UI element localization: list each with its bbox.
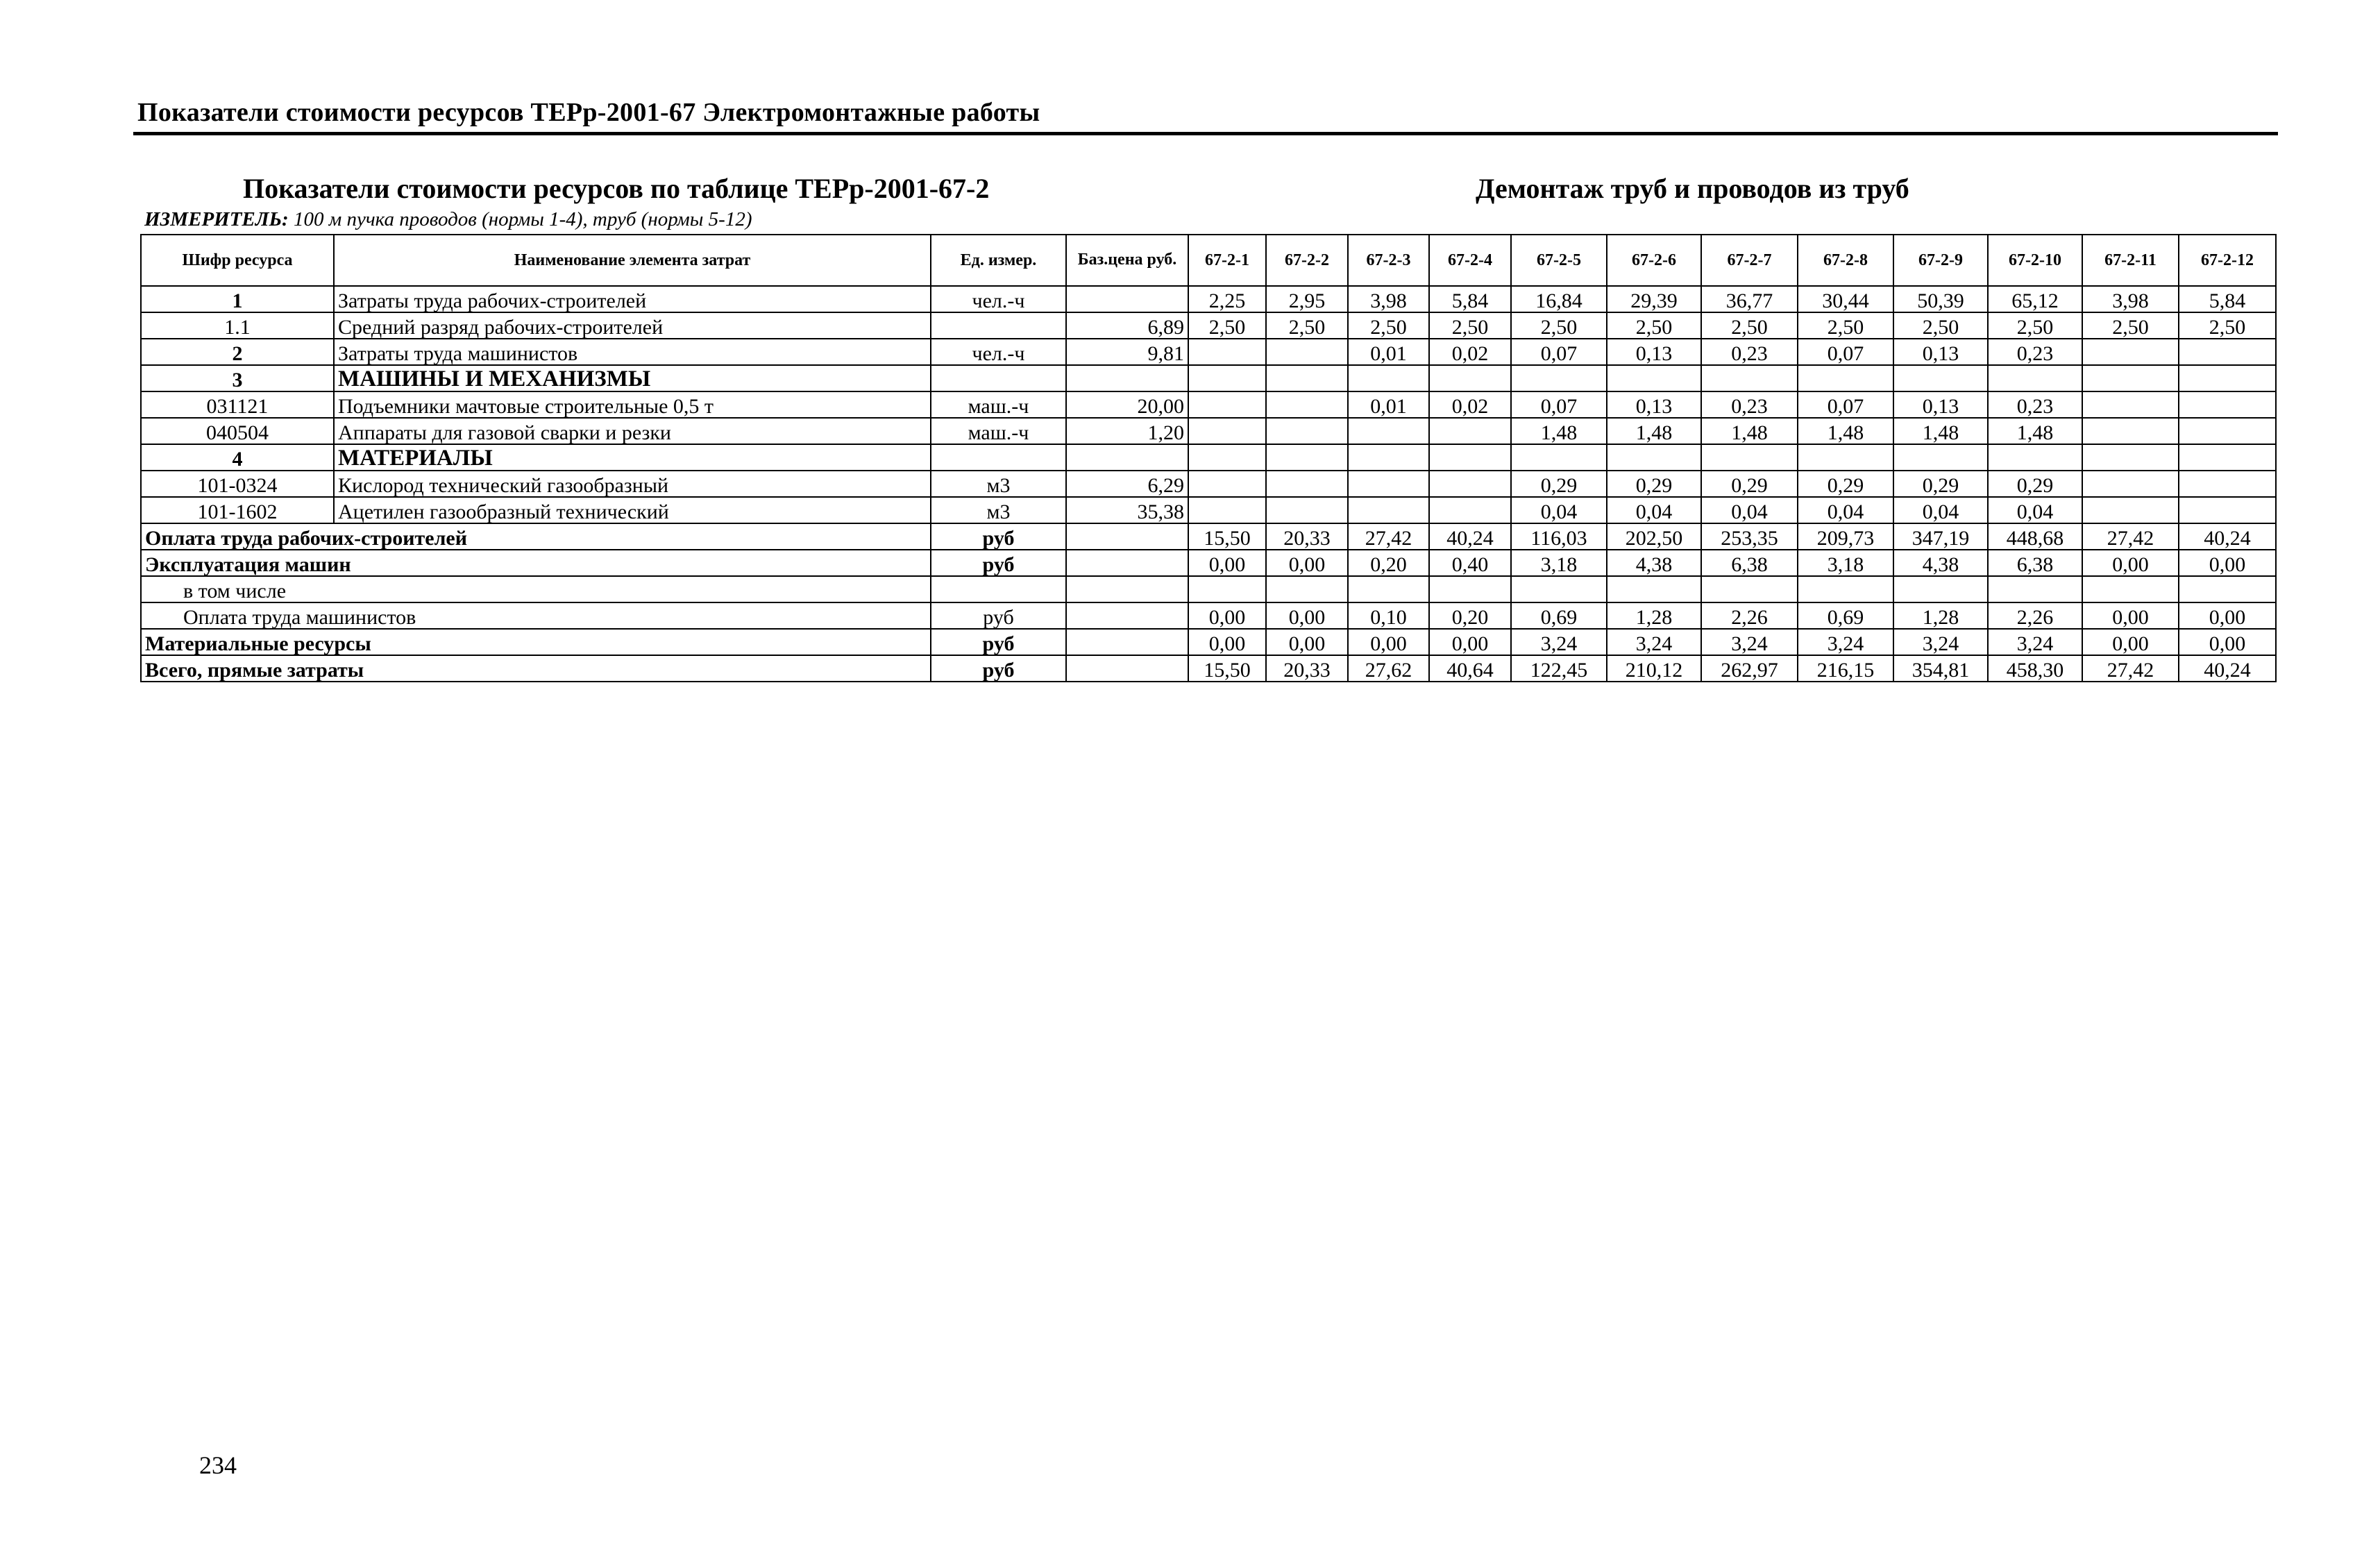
norm-value: 1,48 [1701, 418, 1798, 444]
resource-unit: м3 [931, 497, 1066, 523]
norm-value [1348, 471, 1429, 497]
norm-value: 0,07 [1798, 339, 1893, 365]
summary-value: 3,24 [1701, 629, 1798, 655]
summary-value [1798, 576, 1893, 602]
resource-name: Затраты труда рабочих-строителей [334, 286, 931, 312]
summary-base-price-empty [1066, 655, 1188, 682]
summary-value: 40,24 [1429, 523, 1511, 550]
header-norm: 67-2-4 [1429, 235, 1511, 286]
norm-value [1798, 444, 1893, 471]
summary-value: 202,50 [1607, 523, 1701, 550]
summary-value: 0,00 [1266, 629, 1348, 655]
header-norm: 67-2-8 [1798, 235, 1893, 286]
norm-value: 0,29 [1893, 471, 1988, 497]
summary-value [1348, 576, 1429, 602]
norm-value: 0,23 [1988, 391, 2082, 418]
summary-value: 116,03 [1511, 523, 1607, 550]
summary-value: 0,69 [1511, 602, 1607, 629]
norm-value [1701, 365, 1798, 391]
header-norm: 67-2-12 [2179, 235, 2276, 286]
norm-value [2082, 391, 2179, 418]
summary-base-price-empty [1066, 576, 1188, 602]
resource-name: Ацетилен газообразный технический [334, 497, 931, 523]
resource-code: 3 [141, 365, 334, 391]
summary-value: 0,00 [2082, 602, 2179, 629]
norm-value: 0,04 [1798, 497, 1893, 523]
table-body [141, 286, 2276, 682]
norm-value: 0,23 [1988, 339, 2082, 365]
summary-value: 27,42 [2082, 523, 2179, 550]
norm-value: 2,50 [1988, 312, 2082, 339]
summary-row [141, 655, 2276, 682]
norm-value: 2,50 [1701, 312, 1798, 339]
header-code: Шифр ресурса [141, 235, 334, 286]
resource-code: 2 [141, 339, 334, 365]
norm-value: 2,50 [1893, 312, 1988, 339]
header-unit: Ед. измер. [931, 235, 1066, 286]
resource-name: Аппараты для газовой сварки и резки [334, 418, 931, 444]
summary-value: 20,33 [1266, 655, 1348, 682]
norm-value [1348, 418, 1429, 444]
norm-value [1429, 444, 1511, 471]
summary-unit: руб [931, 629, 1066, 655]
summary-value: 2,26 [1701, 602, 1798, 629]
norm-value [2082, 418, 2179, 444]
resource-name: Кислород технический газообразный [334, 471, 931, 497]
summary-value: 0,69 [1798, 602, 1893, 629]
norm-value: 0,13 [1607, 391, 1701, 418]
header-norm: 67-2-6 [1607, 235, 1701, 286]
summary-value: 0,00 [1266, 550, 1348, 576]
norm-value [1988, 365, 2082, 391]
norm-value: 0,07 [1511, 391, 1607, 418]
norm-value: 50,39 [1893, 286, 1988, 312]
norm-value: 0,04 [1607, 497, 1701, 523]
norm-value: 0,29 [1511, 471, 1607, 497]
resource-unit [931, 444, 1066, 471]
norm-value [1266, 365, 1348, 391]
summary-value: 40,24 [2179, 655, 2276, 682]
measurer-text: 100 м пучка проводов (нормы 1-4), труб (нормы 5-12) [288, 208, 752, 230]
resource-code: 040504 [141, 418, 334, 444]
summary-value [1511, 576, 1607, 602]
norm-value: 0,13 [1607, 339, 1701, 365]
summary-row [141, 576, 2276, 602]
resource-name: Подъемники мачтовые строительные 0,5 т [334, 391, 931, 418]
page-header-title: Показатели стоимости ресурсов ТЕРр-2001-67 Электромонтажные работы [137, 98, 1040, 127]
header-norm: 67-2-2 [1266, 235, 1348, 286]
resource-code: 1 [141, 286, 334, 312]
norm-value [1511, 444, 1607, 471]
norm-value: 3,98 [2082, 286, 2179, 312]
summary-value [2082, 576, 2179, 602]
norm-value [1607, 365, 1701, 391]
norm-value: 0,02 [1429, 391, 1511, 418]
page-number: 234 [199, 1451, 237, 1479]
resource-name: Средний разряд рабочих-строителей [334, 312, 931, 339]
norm-value [1188, 497, 1266, 523]
section-title: Демонтаж труб и проводов из труб [1476, 173, 1909, 204]
resource-row [141, 444, 2276, 471]
measurer-label: ИЗМЕРИТЕЛЬ: [144, 208, 289, 230]
resource-row [141, 312, 2276, 339]
norm-value [1188, 339, 1266, 365]
summary-value: 448,68 [1988, 523, 2082, 550]
norm-value [2179, 497, 2276, 523]
norm-value [2082, 471, 2179, 497]
summary-base-price-empty [1066, 550, 1188, 576]
summary-unit: руб [931, 602, 1066, 629]
summary-value: 0,10 [1348, 602, 1429, 629]
resource-row [141, 339, 2276, 365]
summary-value: 0,40 [1429, 550, 1511, 576]
norm-value [1429, 365, 1511, 391]
norm-value: 0,23 [1701, 391, 1798, 418]
norm-value [1429, 497, 1511, 523]
summary-value: 0,00 [1429, 629, 1511, 655]
norm-value: 3,98 [1348, 286, 1429, 312]
resource-code: 101-1602 [141, 497, 334, 523]
norm-value [1511, 365, 1607, 391]
norm-value [2179, 444, 2276, 471]
table-header-row [141, 235, 2276, 286]
summary-value: 0,00 [2082, 629, 2179, 655]
summary-value: 354,81 [1893, 655, 1988, 682]
summary-value: 210,12 [1607, 655, 1701, 682]
norm-value [1348, 497, 1429, 523]
resource-name: МАТЕРИАЛЫ [334, 444, 931, 471]
norm-value: 0,02 [1429, 339, 1511, 365]
summary-unit: руб [931, 523, 1066, 550]
resource-unit: м3 [931, 471, 1066, 497]
norm-value [2082, 365, 2179, 391]
norm-value [1429, 471, 1511, 497]
summary-base-price-empty [1066, 523, 1188, 550]
norm-value [1893, 444, 1988, 471]
resource-row [141, 418, 2276, 444]
summary-value: 3,18 [1798, 550, 1893, 576]
resource-base-price: 6,29 [1066, 471, 1188, 497]
summary-value: 27,42 [2082, 655, 2179, 682]
measurer-line [144, 208, 752, 231]
norm-value: 30,44 [1798, 286, 1893, 312]
summary-value: 2,26 [1988, 602, 2082, 629]
norm-value [1266, 391, 1348, 418]
norm-value [1701, 444, 1798, 471]
norm-value [2082, 497, 2179, 523]
summary-value: 0,20 [1348, 550, 1429, 576]
summary-value: 27,42 [1348, 523, 1429, 550]
norm-value: 0,23 [1701, 339, 1798, 365]
resource-cost-table [140, 234, 2277, 682]
resource-base-price: 6,89 [1066, 312, 1188, 339]
norm-value [1266, 471, 1348, 497]
summary-value: 0,00 [1348, 629, 1429, 655]
summary-value [1607, 576, 1701, 602]
summary-name: Эксплуатация машин [141, 550, 931, 576]
header-price: Баз.цена руб. [1066, 235, 1188, 286]
norm-value [2179, 339, 2276, 365]
resource-name: МАШИНЫ И МЕХАНИЗМЫ [334, 365, 931, 391]
norm-value [2082, 339, 2179, 365]
header-norm: 67-2-10 [1988, 235, 2082, 286]
resource-base-price: 1,20 [1066, 418, 1188, 444]
norm-value [2179, 365, 2276, 391]
summary-value: 458,30 [1988, 655, 2082, 682]
summary-value [1701, 576, 1798, 602]
resource-unit [931, 365, 1066, 391]
norm-value [1348, 365, 1429, 391]
resource-unit: чел.-ч [931, 339, 1066, 365]
summary-value: 40,64 [1429, 655, 1511, 682]
resource-unit [931, 312, 1066, 339]
norm-value [1188, 365, 1266, 391]
header-norm: 67-2-11 [2082, 235, 2179, 286]
summary-value: 0,00 [1188, 629, 1266, 655]
norm-value: 0,29 [1607, 471, 1701, 497]
summary-value: 216,15 [1798, 655, 1893, 682]
norm-value: 1,48 [1893, 418, 1988, 444]
summary-row [141, 523, 2276, 550]
norm-value [1429, 418, 1511, 444]
summary-row [141, 602, 2276, 629]
summary-base-price-empty [1066, 602, 1188, 629]
norm-value: 16,84 [1511, 286, 1607, 312]
header-norm: 67-2-3 [1348, 235, 1429, 286]
resource-base-price [1066, 365, 1188, 391]
summary-value: 20,33 [1266, 523, 1348, 550]
summary-value: 0,00 [1188, 550, 1266, 576]
summary-unit [931, 576, 1066, 602]
norm-value: 2,50 [1429, 312, 1511, 339]
resource-base-price: 9,81 [1066, 339, 1188, 365]
summary-value: 6,38 [1988, 550, 2082, 576]
norm-value [1988, 444, 2082, 471]
norm-value [1893, 365, 1988, 391]
norm-value: 0,13 [1893, 391, 1988, 418]
summary-value: 6,38 [1701, 550, 1798, 576]
resource-row [141, 286, 2276, 312]
summary-row [141, 629, 2276, 655]
norm-value [1607, 444, 1701, 471]
resource-row [141, 365, 2276, 391]
summary-value: 3,24 [1607, 629, 1701, 655]
norm-value: 0,07 [1798, 391, 1893, 418]
norm-value: 0,29 [1701, 471, 1798, 497]
summary-value: 0,20 [1429, 602, 1511, 629]
norm-value: 2,50 [1607, 312, 1701, 339]
summary-row [141, 550, 2276, 576]
norm-value: 2,25 [1188, 286, 1266, 312]
resource-unit: маш.-ч [931, 391, 1066, 418]
norm-value: 0,01 [1348, 339, 1429, 365]
norm-value [1188, 471, 1266, 497]
norm-value [1266, 339, 1348, 365]
resource-code: 031121 [141, 391, 334, 418]
norm-value [1266, 444, 1348, 471]
norm-value: 1,48 [1607, 418, 1701, 444]
resource-base-price: 20,00 [1066, 391, 1188, 418]
summary-value: 209,73 [1798, 523, 1893, 550]
summary-value: 0,00 [1188, 602, 1266, 629]
summary-value [2179, 576, 2276, 602]
summary-value: 1,28 [1893, 602, 1988, 629]
norm-value: 36,77 [1701, 286, 1798, 312]
norm-value [2179, 471, 2276, 497]
summary-name: Всего, прямые затраты [141, 655, 931, 682]
norm-value: 1,48 [1511, 418, 1607, 444]
summary-value: 15,50 [1188, 655, 1266, 682]
header-norm: 67-2-9 [1893, 235, 1988, 286]
summary-value: 1,28 [1607, 602, 1701, 629]
header-norm: 67-2-5 [1511, 235, 1607, 286]
summary-base-price-empty [1066, 629, 1188, 655]
summary-value [1188, 576, 1266, 602]
summary-value: 0,00 [2179, 629, 2276, 655]
summary-unit: руб [931, 550, 1066, 576]
summary-value: 40,24 [2179, 523, 2276, 550]
resource-base-price: 35,38 [1066, 497, 1188, 523]
summary-value: 27,62 [1348, 655, 1429, 682]
resource-row [141, 391, 2276, 418]
summary-value: 15,50 [1188, 523, 1266, 550]
norm-value: 2,50 [2179, 312, 2276, 339]
resource-unit: чел.-ч [931, 286, 1066, 312]
norm-value: 2,50 [1798, 312, 1893, 339]
norm-value: 2,50 [1511, 312, 1607, 339]
summary-value: 4,38 [1893, 550, 1988, 576]
norm-value: 0,04 [1893, 497, 1988, 523]
summary-value: 4,38 [1607, 550, 1701, 576]
norm-value [1798, 365, 1893, 391]
resource-row [141, 497, 2276, 523]
resource-name: Затраты труда машинистов [334, 339, 931, 365]
summary-unit: руб [931, 655, 1066, 682]
summary-value: 3,24 [1511, 629, 1607, 655]
summary-value: 262,97 [1701, 655, 1798, 682]
norm-value: 0,07 [1511, 339, 1607, 365]
summary-value: 0,00 [1266, 602, 1348, 629]
norm-value: 2,95 [1266, 286, 1348, 312]
summary-value: 347,19 [1893, 523, 1988, 550]
norm-value: 0,04 [1988, 497, 2082, 523]
header-norm: 67-2-7 [1701, 235, 1798, 286]
summary-value [1988, 576, 2082, 602]
summary-value: 3,24 [1798, 629, 1893, 655]
norm-value: 29,39 [1607, 286, 1701, 312]
summary-value [1893, 576, 1988, 602]
norm-value: 5,84 [1429, 286, 1511, 312]
summary-value: 0,00 [2082, 550, 2179, 576]
norm-value [1266, 497, 1348, 523]
norm-value: 1,48 [1988, 418, 2082, 444]
summary-value: 122,45 [1511, 655, 1607, 682]
norm-value [2179, 391, 2276, 418]
norm-value [1266, 418, 1348, 444]
norm-value: 2,50 [2082, 312, 2179, 339]
resource-code: 4 [141, 444, 334, 471]
header-divider [133, 132, 2278, 135]
norm-value: 0,29 [1798, 471, 1893, 497]
norm-value [1188, 418, 1266, 444]
norm-value: 0,13 [1893, 339, 1988, 365]
header-norm: 67-2-1 [1188, 235, 1266, 286]
summary-value [1429, 576, 1511, 602]
resource-base-price [1066, 444, 1188, 471]
table-title: Показатели стоимости ресурсов по таблице ТЕРр-2001-67-2 [243, 173, 990, 204]
summary-value: 3,24 [1988, 629, 2082, 655]
norm-value [2082, 444, 2179, 471]
norm-value: 65,12 [1988, 286, 2082, 312]
norm-value: 0,01 [1348, 391, 1429, 418]
norm-value [1348, 444, 1429, 471]
norm-value: 0,04 [1701, 497, 1798, 523]
norm-value [1188, 444, 1266, 471]
header-name: Наименование элемента затрат [334, 235, 931, 286]
norm-value: 0,29 [1988, 471, 2082, 497]
norm-value: 1,48 [1798, 418, 1893, 444]
summary-name: Оплата труда рабочих-строителей [141, 523, 931, 550]
summary-value: 3,24 [1893, 629, 1988, 655]
resource-unit: маш.-ч [931, 418, 1066, 444]
summary-value: 253,35 [1701, 523, 1798, 550]
summary-value: 0,00 [2179, 550, 2276, 576]
resource-row [141, 471, 2276, 497]
norm-value: 2,50 [1266, 312, 1348, 339]
resource-code: 101-0324 [141, 471, 334, 497]
norm-value: 2,50 [1348, 312, 1429, 339]
summary-name: Оплата труда машинистов [141, 602, 931, 629]
summary-name: в том числе [141, 576, 931, 602]
summary-value [1266, 576, 1348, 602]
summary-value: 3,18 [1511, 550, 1607, 576]
norm-value: 0,04 [1511, 497, 1607, 523]
resource-code: 1.1 [141, 312, 334, 339]
summary-value: 0,00 [2179, 602, 2276, 629]
norm-value [1188, 391, 1266, 418]
norm-value [2179, 418, 2276, 444]
resource-base-price [1066, 286, 1188, 312]
norm-value: 5,84 [2179, 286, 2276, 312]
summary-name: Материальные ресурсы [141, 629, 931, 655]
norm-value: 2,50 [1188, 312, 1266, 339]
